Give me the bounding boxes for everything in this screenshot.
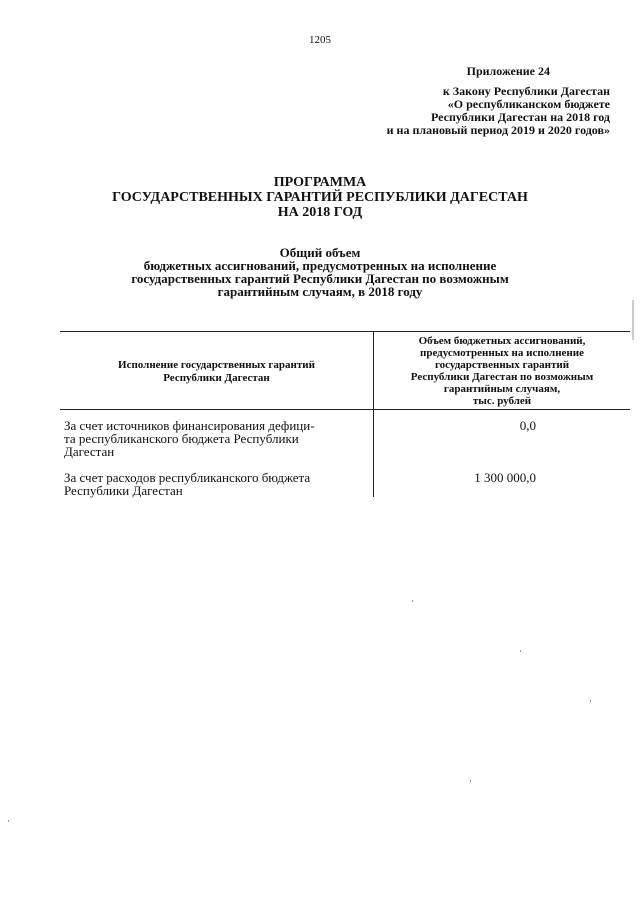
scan-speck: [412, 600, 413, 602]
table-header-rule: [60, 409, 630, 410]
title-line: НА 2018 ГОД: [277, 205, 363, 220]
title-line: ГОСУДАРСТВЕННЫХ ГАРАНТИЙ РЕСПУБЛИКИ ДАГЕСТАН: [112, 190, 528, 205]
scan-speck: [8, 820, 9, 822]
table-top-rule: [60, 331, 630, 332]
appendix-line: Республики Дагестан на 2018 год: [431, 110, 610, 124]
header-line: государственных гарантий: [434, 359, 570, 371]
header-line: Объем бюджетных ассигнований,: [418, 335, 586, 347]
header-line: Республики Дагестан: [163, 372, 270, 384]
header-line: предусмотренных на исполнение: [419, 347, 584, 359]
row-label-line: За счет источников финансирования дефици-: [64, 418, 315, 433]
appendix-line: «О республиканском бюджете: [447, 97, 610, 111]
subtitle-line: бюджетных ассигнований, предусмотренных на исполнение: [143, 258, 497, 273]
scan-speck: [632, 300, 634, 340]
scan-speck: [470, 780, 471, 782]
appendix-label: Приложение 24: [466, 64, 550, 78]
scan-speck: [590, 700, 591, 702]
table-row-value: 0,0: [519, 418, 536, 433]
section-subtitle: [0, 246, 640, 298]
row-label-line: та республиканского бюджета Республики: [64, 431, 299, 446]
row-label-line: Республики Дагестан: [64, 483, 183, 498]
table-header-right: [374, 335, 630, 407]
row-label-line: За счет расходов республиканского бюджета: [64, 470, 311, 485]
appendix-line: к Закону Республики Дагестан: [442, 84, 610, 98]
page-number: 1205: [309, 34, 331, 46]
appendix-line: и на плановый период 2019 и 2020 годов»: [386, 123, 610, 137]
table-row-label: [64, 471, 369, 497]
subtitle-line: Общий объем: [279, 245, 361, 260]
header-line: Исполнение государственных гарантий: [118, 359, 315, 371]
header-line: Республики Дагестан по возможным: [410, 371, 594, 383]
row-label-line: Дагестан: [64, 444, 115, 459]
subtitle-line: государственных гарантий Республики Дагестан по возможным: [131, 271, 509, 286]
header-line: гарантийным случаям,: [443, 383, 561, 395]
title-line: ПРОГРАММА: [273, 175, 367, 190]
document-title: [0, 175, 640, 220]
scan-speck: [520, 650, 521, 652]
subtitle-line: гарантийным случаям, в 2018 году: [217, 284, 423, 299]
table-row-label: [64, 419, 369, 458]
table-header-left: [60, 359, 373, 385]
table-row-value: 1 300 000,0: [474, 470, 536, 485]
appendix-block: [350, 65, 610, 137]
header-line: тыс. рублей: [472, 395, 532, 407]
